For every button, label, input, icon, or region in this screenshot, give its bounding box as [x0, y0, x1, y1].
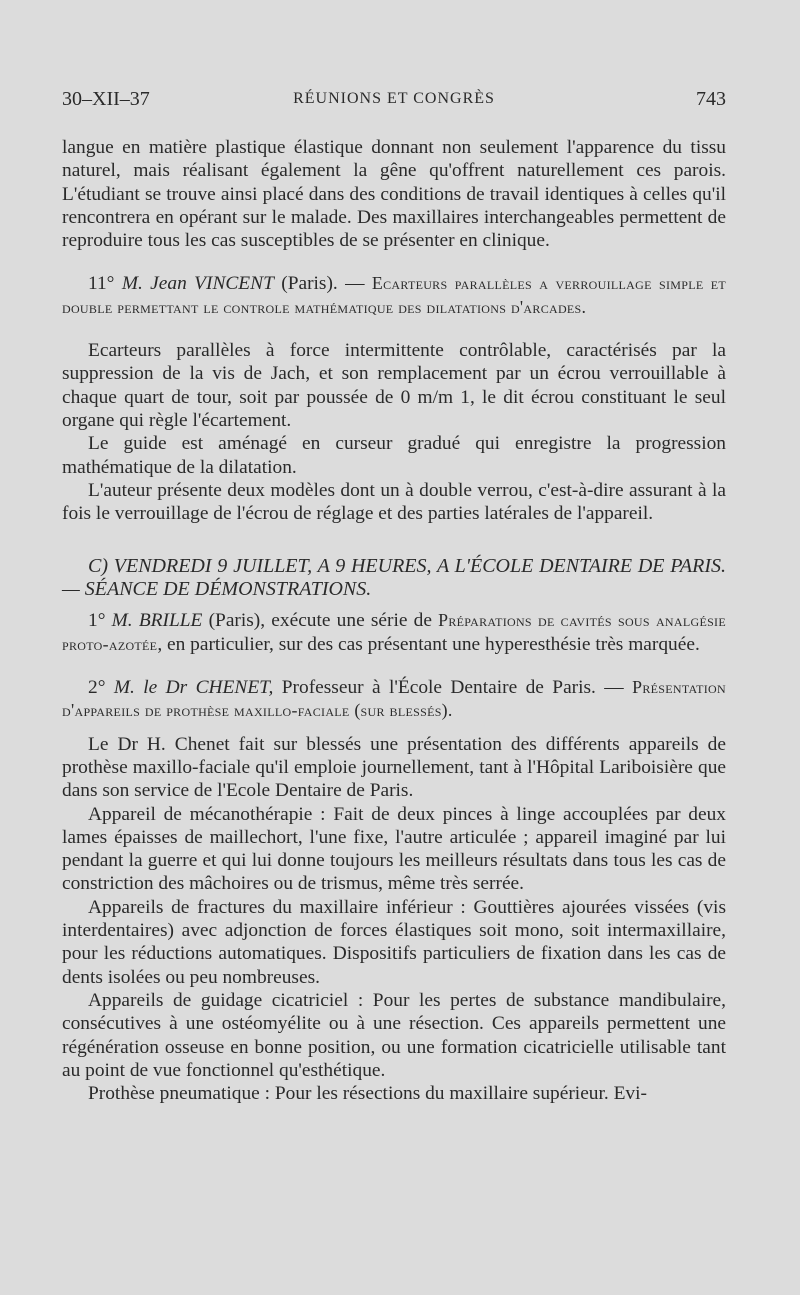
- item-2-heading: [62, 676, 726, 723]
- item-number: 1°: [88, 610, 106, 632]
- item-1-heading: [62, 609, 726, 656]
- paragraph: Le Dr H. Chenet fait sur blessés une présentation des différents appareils de prothèse maxillo-faciale qu'il emploie journellement, tant à l'Hôpital Lariboisière que dans son service de l'Ecole Dentaire de Paris.: [62, 733, 726, 802]
- item-number: 11°: [88, 273, 115, 295]
- header-title: RÉUNIONS ET CONGRÈS: [293, 90, 495, 107]
- paragraph: Le guide est aménagé en curseur gradué qui enregistre la progression mathématique de la dilatation.: [62, 433, 726, 478]
- author-name: M. BRILLE: [111, 610, 203, 632]
- section-heading: C) VENDREDI 9 JUILLET, A 9 HEURES, A L'ÉCOLE DENTAIRE DE PARIS. — SÉANCE DE DÉMONSTRATIONS.: [62, 555, 726, 601]
- item-title: Préparations de cavités sous analgésie proto-azotée: [62, 610, 726, 654]
- paragraph: L'auteur présente deux modèles dont un à double verrou, c'est-à-dire assurant à la fois le verrouillage de l'écrou de réglage et des parties latérales de l'appareil.: [62, 479, 726, 525]
- header-date: 30–XII–37: [62, 88, 150, 110]
- item-text: , en particulier, sur des cas présentant une hyperesthésie très marquée.: [157, 633, 700, 655]
- running-header: [62, 88, 726, 114]
- author-name: M. Jean VINCENT: [121, 273, 274, 295]
- author-place: (Paris). —: [273, 273, 372, 295]
- author-name: M. le Dr CHENET,: [113, 677, 274, 699]
- item-title: Ecarteurs parallèles a verrouillage simple et double permettant le controle mathématique des dilatations d'arcades.: [62, 273, 726, 317]
- item-text: Professeur à l'École Dentaire de Paris. —: [273, 677, 633, 699]
- paragraph: langue en matière plastique élastique donnant non seulement l'apparence du tissu naturel, mais réalisant également la gêne qu'offrent naturellement ces parois. L'étudiant se trouve ainsi placé dans des conditions de travail identiques à celles qu'il rencontrera en opérant sur le malade. Des maxillaires interchangeables permettent de reproduire tous les cas susceptibles de se présenter en clinique.: [62, 137, 726, 252]
- item-text: (Paris), exécute une série de: [202, 610, 439, 632]
- paragraph: Prothèse pneumatique : Pour les résections du maxillaire supérieur. Evi-: [88, 1083, 647, 1105]
- page-number: 743: [696, 88, 726, 110]
- paragraph: Appareils de guidage cicatriciel : Pour les pertes de substance mandibulaire, consécutives à une ostéomyélite ou à une résection. Ces appareils permettent une régénération osseuse en bonne position, ou une formation cicatricielle utilisable tant au point de vue fonctionnel qu'esthétique.: [62, 989, 726, 1081]
- item-11-heading: [62, 272, 726, 319]
- paragraph: Ecarteurs parallèles à force intermittente contrôlable, caractérisés par la suppression de la vis de Jach, et son remplacement par un écrou verrouillable à chaque quart de tour, soit par poussée de 0 m/m 1, le dit écrou constituant le seul organe qui règle l'écartement.: [62, 340, 726, 431]
- item-number: 2°: [88, 677, 106, 699]
- page-body: [62, 136, 726, 1105]
- paragraph: Appareil de mécanothérapie : Fait de deux pinces à linge accouplées par deux lames épaisses de maillechort, l'une fixe, l'autre articulée ; appareil imaginé par lui pendant la guerre et qui lui donne toujours les meilleurs résultats dans tous les cas de constriction des mâchoires ou de trismus, même très serrée.: [62, 803, 726, 895]
- paragraph: Appareils de fractures du maxillaire inférieur : Gouttières ajourées vissées (vis interdentaires) avec adjonction de forces élastiques soit mono, soit intermaxillaire, pour les réductions automatiques. Dispositifs particuliers de fixation dans les cas de dents isolées ou peu nombreuses.: [62, 896, 726, 988]
- item-title: Présentation d'appareils de prothèse maxillo-faciale (sur blessés).: [62, 677, 726, 721]
